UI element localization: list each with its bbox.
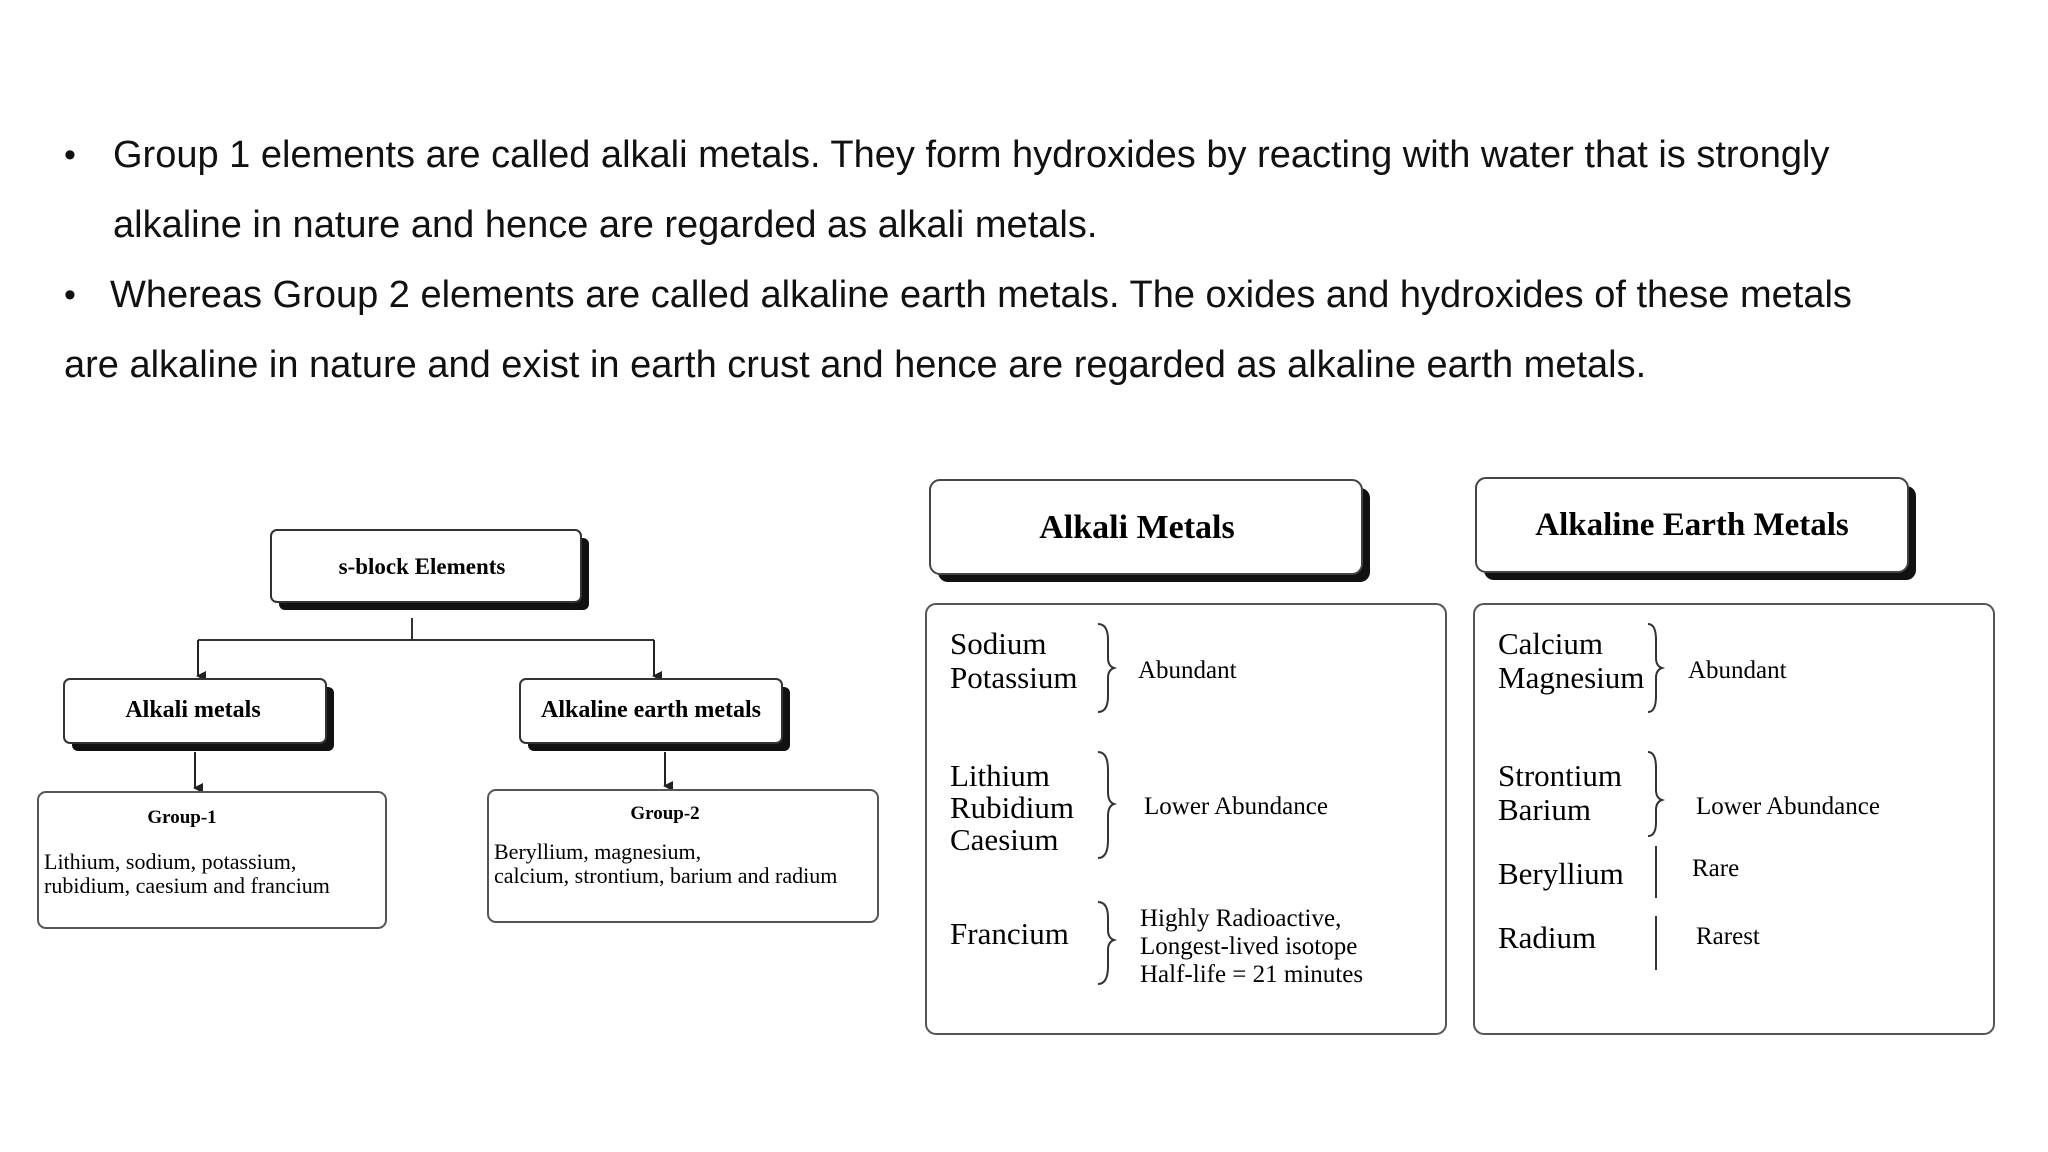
alkali-label: Alkali metals [125, 697, 261, 723]
group-1-members-line-2: rubidium, caesium and francium [44, 873, 330, 898]
classification-tree [38, 530, 878, 928]
bullet-marker: • [64, 276, 76, 314]
bullet-1-line-2: alkaline in nature and hence are regarded as alkali metals. [113, 204, 1098, 246]
note-lower-abundance: Lower Abundance [1144, 793, 1328, 820]
note-rarest: Rarest [1696, 923, 1760, 950]
group-2-title: Group-2 [630, 803, 700, 824]
note-rare: Rare [1692, 855, 1740, 882]
group-2-members-line-1: Beryllium, magnesium, [494, 839, 702, 864]
group-2-members-line-2: calcium, strontium, barium and radium [494, 863, 838, 888]
alkaline-earth-metals-panel [1474, 478, 1994, 1034]
element-potassium: Potassium [950, 660, 1078, 695]
alkaline-panel-title: Alkaline Earth Metals [1535, 507, 1849, 543]
element-barium: Barium [1498, 792, 1591, 827]
element-magnesium: Magnesium [1498, 660, 1645, 695]
note-half-life: Half-life = 21 minutes [1140, 961, 1364, 988]
alkaline-label: Alkaline earth metals [541, 697, 761, 723]
bullet-2-line-1: Whereas Group 2 elements are called alkaline earth metals. The oxides and hydroxides of these metals [110, 274, 1852, 316]
element-radium: Radium [1498, 920, 1597, 955]
alkali-panel-title: Alkali Metals [1039, 509, 1235, 546]
root-label: s-block Elements [338, 554, 506, 579]
element-strontium: Strontium [1498, 758, 1623, 793]
bullet-1-line-1: Group 1 elements are called alkali metals. They form hydroxides by reacting with water that is strongly [113, 134, 1830, 176]
note-abundant: Abundant [1688, 657, 1787, 684]
bullet-2-line-2: are alkaline in nature and exist in earth crust and hence are regarded as alkaline earth metals. [64, 344, 1647, 386]
element-calcium: Calcium [1498, 626, 1604, 661]
element-rubidium: Rubidium [950, 790, 1075, 825]
element-lithium: Lithium [950, 758, 1050, 793]
element-caesium: Caesium [950, 822, 1059, 857]
group-1-members-line-1: Lithium, sodium, potassium, [44, 849, 297, 874]
note-lower-abundance: Lower Abundance [1696, 793, 1880, 820]
note-highly-radioactive: Highly Radioactive, [1140, 905, 1342, 932]
element-sodium: Sodium [950, 626, 1047, 661]
group-1-title: Group-1 [147, 807, 217, 828]
element-francium: Francium [950, 916, 1069, 951]
alkali-metals-panel [926, 480, 1446, 1034]
bullet-marker: • [64, 136, 76, 174]
element-beryllium: Beryllium [1498, 856, 1624, 891]
note-longest-lived-isotope: Longest-lived isotope [1140, 933, 1358, 960]
note-abundant: Abundant [1138, 657, 1237, 684]
